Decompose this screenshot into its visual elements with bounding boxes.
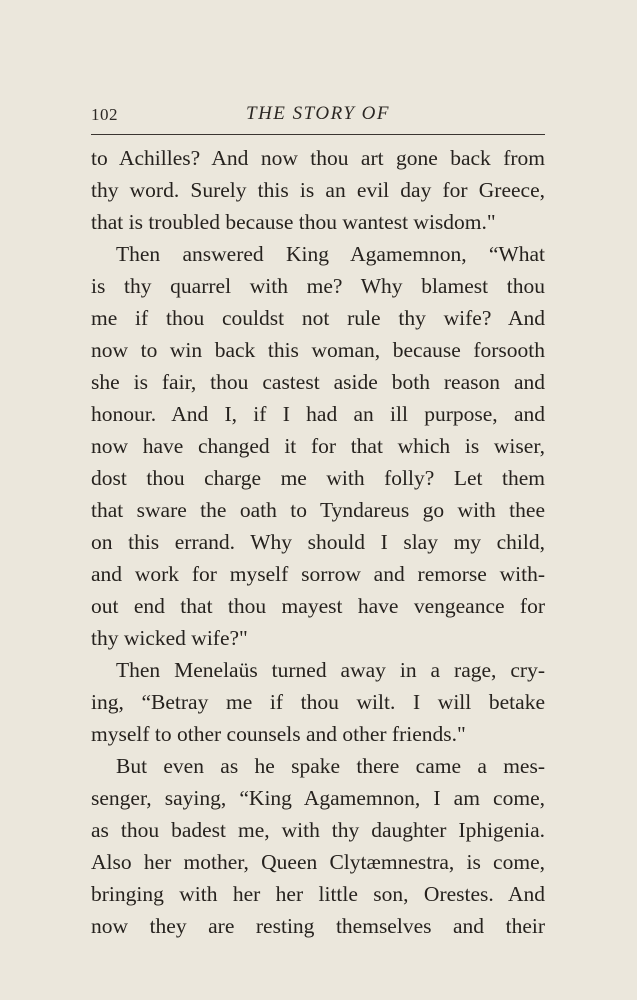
text-line: Then Menelaüs turned away in a rage, cry-: [116, 658, 545, 682]
text-line: thy wicked wife?": [91, 626, 248, 650]
text-line: me if thou couldst not rule thy wife? And: [91, 306, 545, 330]
text-line: and work for myself sorrow and remorse with-: [91, 562, 545, 586]
text-line: that is troubled because thou wantest wisdom.": [91, 210, 496, 234]
text-line: bringing with her her little son, Orestes. And: [91, 882, 545, 906]
text-line: ing, “Betray me if thou wilt. I will betake: [91, 690, 545, 714]
text-line: honour. And I, if I had an ill purpose, and: [91, 402, 545, 426]
text-line: dost thou charge me with folly? Let them: [91, 466, 545, 490]
text-line: as thou badest me, with thy daughter Iphigenia.: [91, 818, 545, 842]
text-line: Also her mother, Queen Clytæmnestra, is come,: [91, 850, 545, 874]
text-line: that sware the oath to Tyndareus go with thee: [91, 498, 545, 522]
text-line: now to win back this woman, because forsooth: [91, 338, 545, 362]
text-line: senger, saying, “King Agamemnon, I am come,: [91, 786, 545, 810]
running-header: [91, 101, 545, 131]
text-line: now they are resting themselves and their: [91, 914, 545, 938]
text-line: now have changed it for that which is wiser,: [91, 434, 545, 458]
header-rule: [91, 134, 545, 135]
text-line: thy word. Surely this is an evil day for Greece,: [91, 178, 545, 202]
text-line: Then answered King Agamemnon, “What: [116, 242, 545, 266]
text-line: to Achilles? And now thou art gone back from: [91, 146, 545, 170]
body-text: [91, 142, 545, 942]
text-line: on this errand. Why should I slay my child,: [91, 530, 545, 554]
text-line: But even as he spake there came a mes-: [116, 754, 545, 778]
text-line: is thy quarrel with me? Why blamest thou: [91, 274, 545, 298]
text-line: myself to other counsels and other friends.": [91, 722, 466, 746]
running-title: THE STORY OF: [246, 103, 390, 124]
text-line: she is fair, thou castest aside both reason and: [91, 370, 545, 394]
text-line: out end that thou mayest have vengeance for: [91, 594, 545, 618]
page-number: 102: [91, 105, 118, 124]
